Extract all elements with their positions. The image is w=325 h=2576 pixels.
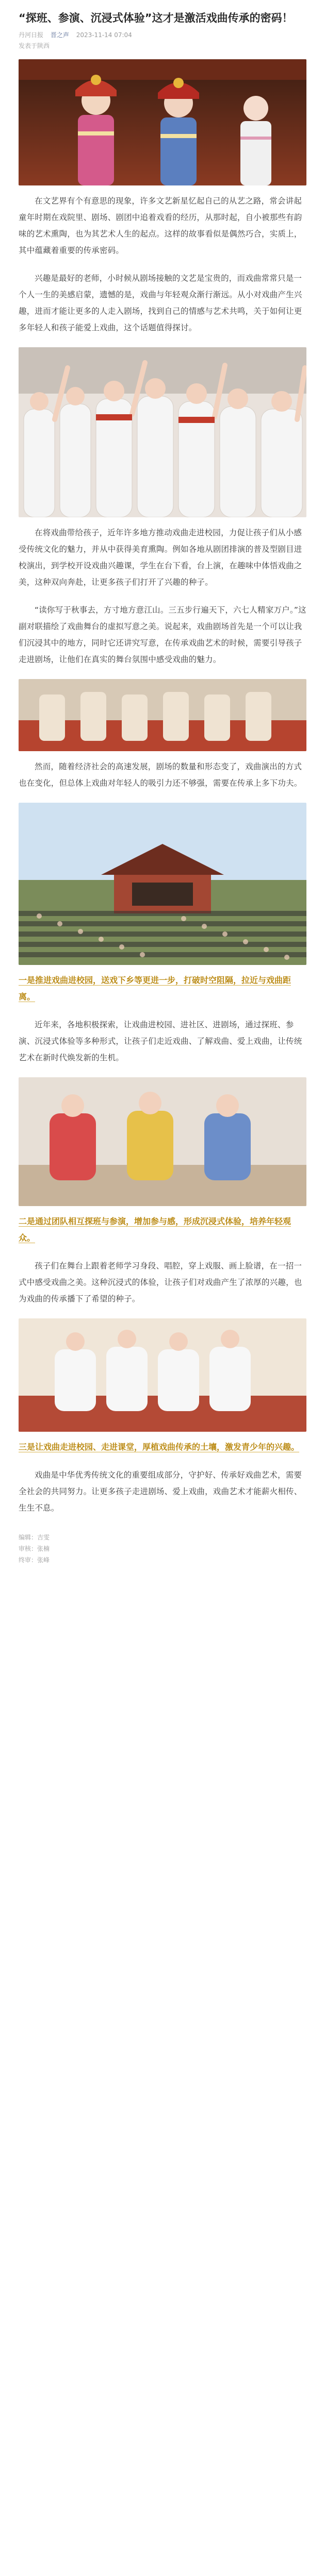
article-meta <box>19 30 306 40</box>
opera-stage-image <box>19 59 306 185</box>
highlight-2: 二是通过团队相互探班与参演，增加参与感，形成沉浸式体验，培养年轻观众。 <box>19 1216 291 1243</box>
article-datetime: 2023-11-14 07:04 <box>76 31 132 39</box>
footer-editor: 编辑：吉雯 <box>19 1534 50 1541</box>
paragraph-3: 在将戏曲带给孩子，近年许多地方推动戏曲走进校园，力促让孩子们从小感受传统文化的魅力，并从中获得美育熏陶。例如各地从剧团排演的普及型剧目进校演出，到学校开设戏曲兴趣课，学生在台下看，台上演，在趣味中体悟戏曲之美，这种双向奔赴，让更多孩子们打开了兴趣的种子。 <box>19 528 302 587</box>
article-channel[interactable]: 晋之声 <box>50 31 69 39</box>
paragraph-8: 戏曲是中华优秀传统文化的重要组成部分，守护好、传承好戏曲艺术，需要全社会的共同努力。让更多孩子走进剧场、爱上戏曲，戏曲艺术才能薪火相传、生生不息。 <box>19 1470 302 1513</box>
children-stage-image <box>19 1318 306 1432</box>
paragraph-2: 兴趣是最好的老师，小时候从剧场接触的文艺是宝贵的，而戏曲常常只是一个人一生的美感启蒙，遗憾的是，戏曲与年轻观众渐行渐远。从小对戏曲产生兴趣，进而才能让更多的人走入剧场，找到自己的情感与艺术共鸣，关于如何让更多年轻人和孩子能爱上戏曲，这个话题值得探讨。 <box>19 274 302 332</box>
footer-chief: 终审：张峰 <box>19 1556 50 1564</box>
paragraph-5: 然而，随着经济社会的高速发展，剧场的数量和形态变了，戏曲演出的方式也在变化，但总体上戏曲对年轻人的吸引力还不够强，需要在传承上多下功夫。 <box>19 762 302 788</box>
temple-stage-crowd-photo <box>19 803 306 965</box>
highlight-1: 一是推进戏曲进校园，送戏下乡等更进一步，打破时空阻隔，拉近与戏曲距离。 <box>19 975 291 1002</box>
classroom-performers-image <box>19 1077 306 1206</box>
photo-6 <box>19 1318 306 1432</box>
students-costume-photo <box>19 347 306 517</box>
photo-3 <box>19 679 306 751</box>
article-footer <box>19 1532 306 1566</box>
photo-2 <box>19 347 306 517</box>
performers-row-image <box>19 679 306 751</box>
students-raising-hands-image <box>19 347 306 517</box>
highlight-3: 三是让戏曲走进校园、走进课堂，厚植戏曲传承的土壤，激发青少年的兴趣。 <box>19 1442 300 1452</box>
paragraph-4: “读你写于秋事去，方寸地方意江山。三五步行遍天下，六七人精家万户。”这副对联描绘了戏曲舞台的虚拟写意之美。说起来，戏曲剧场首先是一个可以让我们沉浸其中的地方，同时它还讲究写意，在传承戏曲艺术的时候，需要引导孩子走进剧场，让他们在真实的舞台氛围中感受戏曲的魅力。 <box>19 605 306 664</box>
photo-1 <box>19 59 306 185</box>
classroom-opera-photo <box>19 1077 306 1206</box>
paragraph-1: 在文艺界有个有意思的现象，许多文艺新星忆起自己的从艺之路，常会讲起童年时期在戏院里、剧场、剧团中追着戏看的经历，从那时起，自小被那些有韵味的艺术熏陶，也为其艺术人生的起点。这样的故事看似是偶然巧合，实质上，其中蕴藏着重要的传承密码。 <box>19 196 302 255</box>
outdoor-crowd-image <box>19 803 306 965</box>
article-location: 发表于陕西 <box>19 42 50 49</box>
article-source[interactable]: 丹河日报 <box>19 31 44 39</box>
footer-review: 审核：张楠 <box>19 1545 50 1552</box>
children-performance-photo <box>19 1318 306 1432</box>
photo-5 <box>19 1077 306 1206</box>
opera-performers-photo <box>19 59 306 185</box>
article-title: “探班、参演、沉浸式体验”这才是激活戏曲传承的密码！ <box>19 12 293 24</box>
paragraph-6: 近年来，各地积极探索，让戏曲进校园、进社区、进剧场，通过探班、参演、沉浸式体验等多种形式，让孩子们走近戏曲、了解戏曲、爱上戏曲，让传统艺术在新时代焕发新的生机。 <box>19 1020 302 1062</box>
paragraph-7: 孩子们在舞台上跟着老师学习身段、唱腔，穿上戏服、画上脸谱，在一招一式中感受戏曲之美。这种沉浸式的体验，让孩子们对戏曲产生了浓厚的兴趣，也为戏曲的传承播下了希望的种子。 <box>19 1261 302 1303</box>
performance-small-photo <box>19 679 306 751</box>
photo-4 <box>19 803 306 965</box>
